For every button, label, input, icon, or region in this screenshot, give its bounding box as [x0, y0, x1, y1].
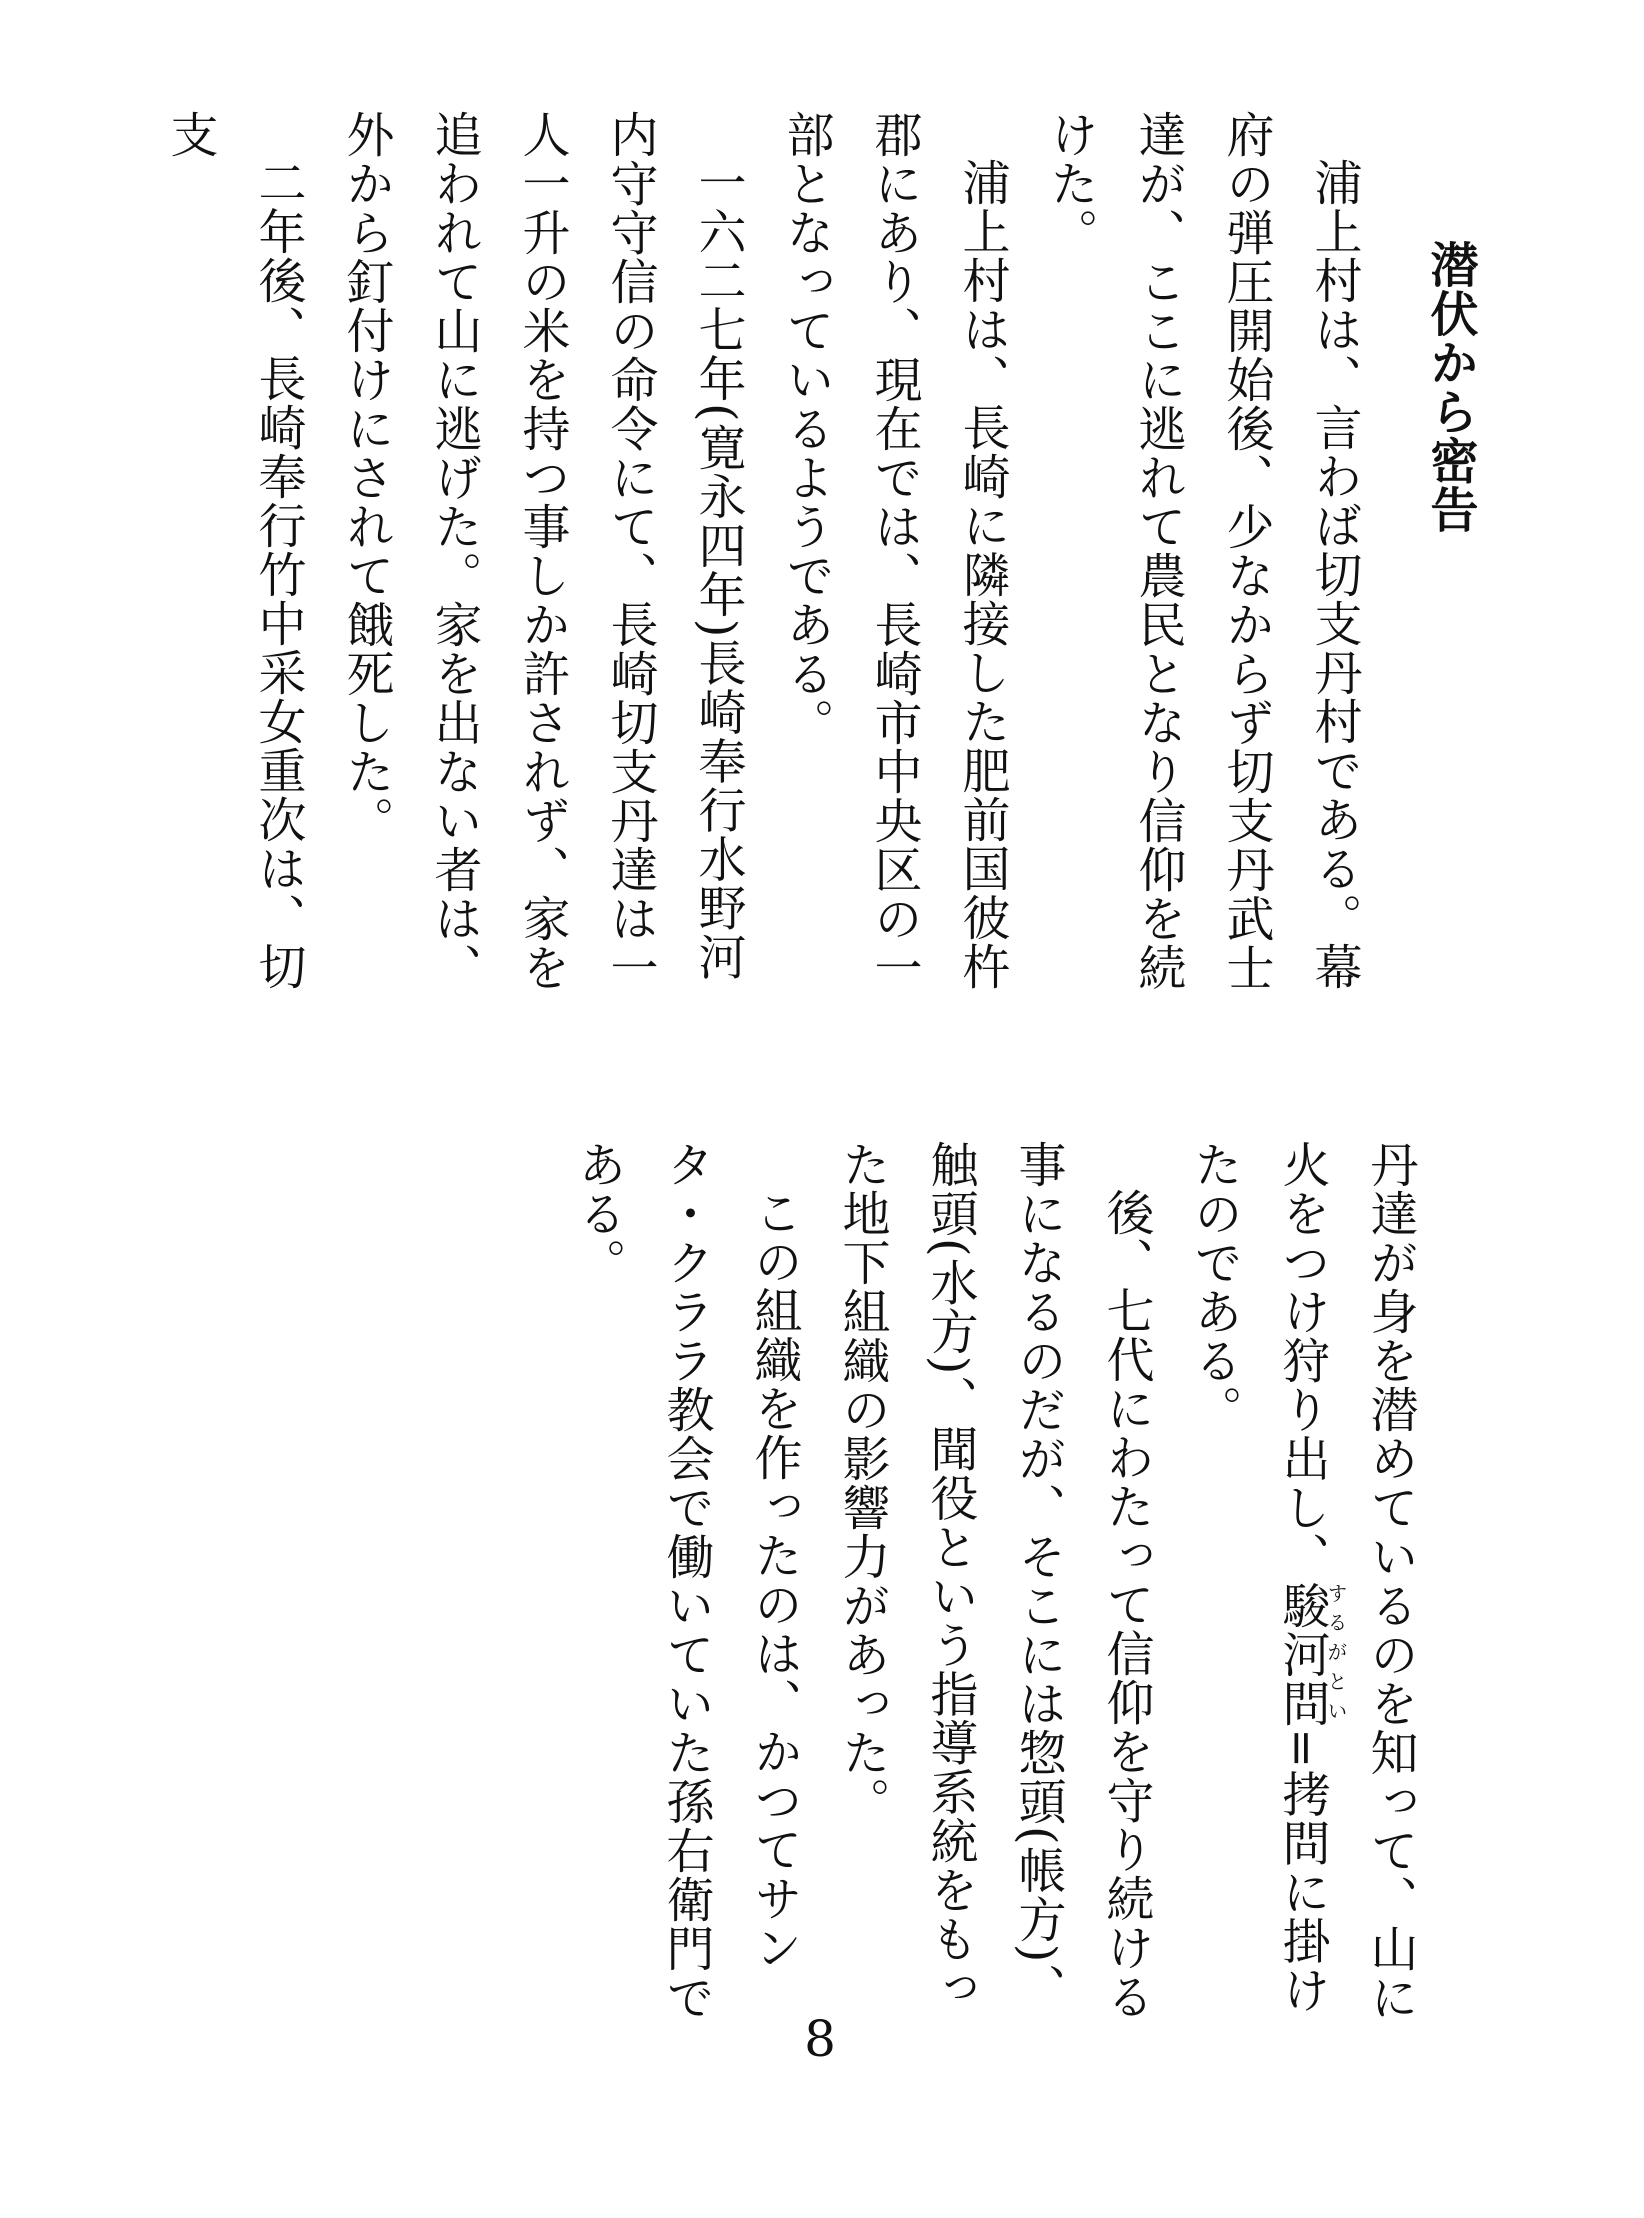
paragraph-urakami-intro: 浦上村は、言わば切支丹村である。幕府の弾圧開始後、少なからず切支丹武士達が、ここに逃れて農民となり信仰を続けた。	[1042, 110, 1362, 992]
ruby-reading: するがとい	[1324, 1581, 1348, 1728]
upper-text-block	[146, 110, 1494, 1030]
paragraph-seven-generations: 後、七代にわたって信仰を守り続ける事になるのだが、そこには惣頭(帳方)、触頭(水方)、聞役という指導系統をもった地下組織の影響力があった。	[834, 1140, 1154, 2021]
ruby-surugatoi	[1274, 1581, 1348, 1728]
paragraph-urakami-location: 浦上村は、長崎に隣接した肥前国彼杵郡にあり、現在では、長崎市中央区の一部となっているようである。	[778, 110, 1010, 992]
paragraph-1627-persecution: 一六二七年(寛永四年)長崎奉行水野河内守守信の命令にて、長崎切支丹達は一人一升の米を持つ事しか許されず、家を追われて山に逃げた。家を出ない者は、外から釘付けにされて餓死した。	[338, 110, 746, 992]
ruby-base: 駿河問	[1274, 1581, 1330, 1728]
text-fragment: 丹達が身を潜めているのを知って、山に火をつけ狩り出し、	[1274, 1140, 1418, 2022]
page-number: 8	[804, 2010, 836, 2068]
lower-text-block	[554, 1140, 1434, 2060]
paragraph-two-years-later: 二年後、長崎奉行竹中采女重次は、切支	[162, 110, 306, 991]
text-fragment: =拷問に掛けたのである。	[1186, 1140, 1330, 2015]
paragraph-organization-founder: この組織を作ったのは、かつてサンタ・クララ教会で働いていた孫右衛門である。	[570, 1140, 802, 2022]
paragraph-continued	[1170, 1140, 1434, 2060]
chapter-title: 潜伏から密告	[1422, 240, 1478, 534]
